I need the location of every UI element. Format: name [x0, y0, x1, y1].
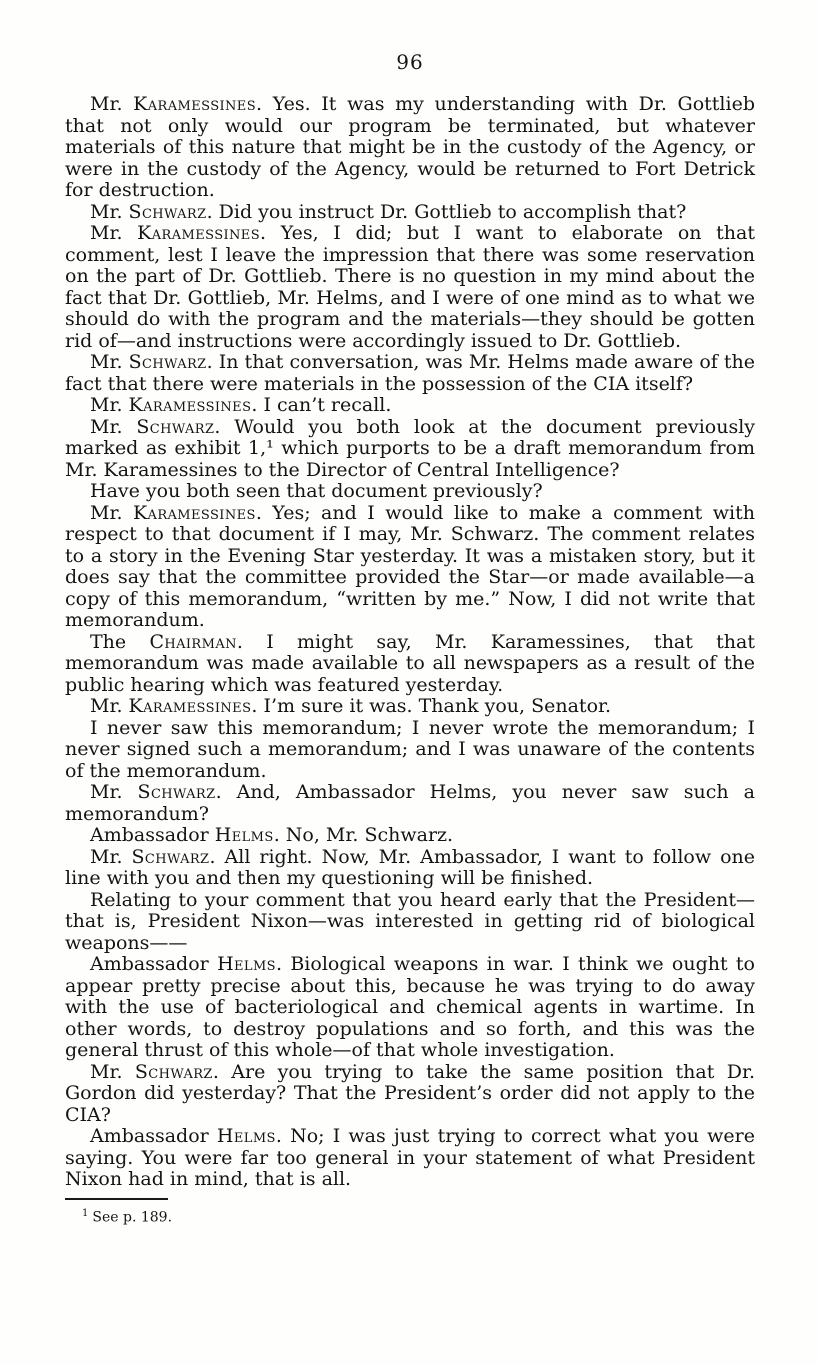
speaker-prefix: Mr. [90, 781, 138, 803]
speaker-name: Karamessines [132, 501, 256, 524]
transcript-paragraph [65, 481, 755, 503]
paragraph-text: . Biological weapons in war. I think we ought to appear pretty precise about this, because he was trying to do away with the use of bacteriological and chemical agents in wartime. In other words, to destroy populations and so forth, and this was the general thrust of this whole—of that whole investigation. [65, 953, 755, 1061]
speaker-prefix: Mr. [90, 351, 129, 373]
transcript-paragraph [65, 352, 755, 395]
page-number: 96 [396, 50, 424, 74]
paragraph-text: Relating to your comment that you heard early that the President—that is, President Nixon—was interested in getting rid of biological weapons—— [65, 888, 755, 954]
speaker-name: Karamessines [133, 93, 257, 115]
transcript-paragraph [65, 718, 755, 783]
speaker-name: Helms [217, 953, 276, 975]
footnote-divider [65, 1198, 168, 1200]
speaker-prefix: Mr. [90, 222, 138, 244]
transcript-paragraph [65, 94, 755, 202]
paragraph-text: . I might say, Mr. Karamessines, that that memorandum was made available to all newspapers as a result of the public hearing which was featured yesterday. [65, 630, 755, 696]
speaker-name: Schwarz [137, 781, 216, 803]
transcript-paragraph [65, 696, 755, 718]
paragraph-text: . Would you both look at the document previously marked as exhibit 1,¹ which purports to be a draft memorandum from Mr. Karamessines to the Director of Central Intelligence? [65, 415, 756, 481]
speaker-name: Karamessines [128, 394, 252, 416]
speaker-prefix: Mr. [90, 394, 129, 416]
paragraph-text: I never saw this memorandum; I never wrote the memorandum; I never signed such a memorandum; and I was unaware of the contents of the memorandum. [65, 716, 755, 782]
speaker-name: Helms [214, 824, 274, 846]
transcript-paragraph [65, 632, 755, 697]
paragraph-text: . Did you instruct Dr. Gottlieb to accomplish that? [206, 200, 687, 223]
transcript-paragraph [65, 1062, 755, 1127]
paragraph-text: . No, Mr. Schwarz. [273, 824, 454, 846]
transcript-paragraph [65, 503, 755, 632]
speaker-prefix: Ambassador [90, 953, 218, 975]
paragraph-text: . I’m sure it was. Thank you, Senator. [251, 695, 612, 717]
paragraph-text: . Are you trying to take the same position that Dr. Gordon did yesterday? That the President’s order did not apply to the CIA? [65, 1060, 755, 1126]
speaker-name: Karamessines [128, 695, 252, 717]
transcript-paragraph [65, 954, 755, 1062]
transcript-paragraph [65, 223, 755, 352]
transcript-paragraph [65, 1126, 755, 1191]
paragraph-text: . No; I was just trying to correct what you were saying. You were far too general in your statement of what President Nixon had in mind, that is all. [65, 1125, 755, 1190]
speaker-prefix: Ambassador [90, 824, 215, 846]
footnote-marker: 1 [82, 1207, 89, 1219]
paragraph-text: . All right. Now, Mr. Ambassador, I want to follow one line with you and then my questioning will be finished. [65, 845, 755, 889]
speaker-name: Karamessines [137, 222, 261, 244]
paragraph-text: . Yes. It was my understanding with Dr. Gottlieb that not only would our program be terminated, but whatever materials of this nature that might be in the custody of the Agency, or were in the custody of the Agency, would be returned to Fort Detrick for destruction. [65, 93, 755, 201]
speaker-name: Schwarz [128, 351, 207, 373]
speaker-name: Schwarz [136, 415, 215, 438]
speaker-name: Chairman [149, 630, 237, 653]
footnote-text: See p. 189. [92, 1209, 173, 1226]
speaker-prefix: Mr. [90, 93, 134, 115]
speaker-name: Helms [216, 1125, 276, 1147]
speaker-prefix: Mr. [90, 200, 129, 223]
transcript-body [65, 94, 755, 1191]
transcript-paragraph [65, 782, 755, 825]
footnote [65, 1205, 755, 1227]
paragraph-text: . In that conversation, was Mr. Helms made aware of the fact that there were materials in the possession of the CIA itself? [65, 351, 756, 395]
speaker-prefix: The [90, 630, 150, 653]
transcript-paragraph [65, 395, 755, 417]
speaker-prefix: Mr. [90, 1060, 135, 1083]
paragraph-text: . Yes, I did; but I want to elaborate on that comment, lest I leave the impression that there was some reservation on the part of Dr. Gottlieb. There is no question in my mind about the fact that Dr. Gottlieb, Mr. Helms, and I were of one mind as to what we should do with the program and the materials—they should be gotten rid of—and instructions were accordingly issued to Dr. Gottlieb. [65, 222, 756, 352]
speaker-prefix: Mr. [90, 415, 137, 438]
speaker-name: Schwarz [128, 200, 207, 223]
speaker-prefix: Mr. [90, 845, 132, 868]
transcript-paragraph [65, 847, 755, 890]
speaker-prefix: Mr. [90, 695, 129, 717]
speaker-name: Schwarz [134, 1060, 213, 1083]
transcript-paragraph [65, 417, 755, 482]
paragraph-text: . I can’t recall. [251, 394, 392, 416]
speaker-name: Schwarz [131, 845, 210, 868]
speaker-prefix: Ambassador [90, 1125, 217, 1147]
paragraph-text: . Yes; and I would like to make a comment with respect to that document if I may, Mr. Schwarz. The comment relates to a story in the Evening Star yesterday. It was a mistaken story, but it does say that the committee provided the Star—or made available—a copy of this memorandum, “written by me.” Now, I did not write that memorandum. [65, 501, 755, 631]
transcript-paragraph [65, 825, 755, 847]
transcript-paragraph [65, 890, 755, 955]
transcript-paragraph [65, 202, 755, 224]
speaker-prefix: Mr. [90, 501, 133, 524]
paragraph-text: . And, Ambassador Helms, you never saw such a memorandum? [65, 781, 755, 825]
paragraph-text: Have you both seen that document previously? [90, 480, 543, 502]
